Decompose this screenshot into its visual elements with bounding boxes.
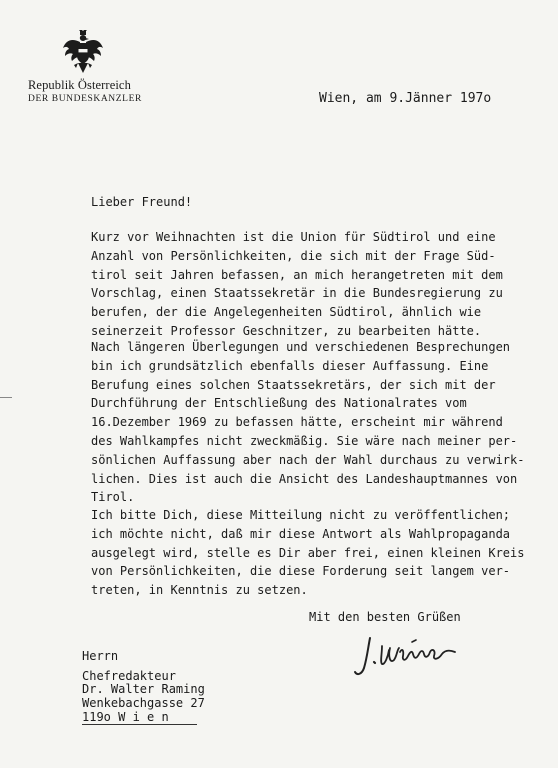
text-line: Berufung eines solchen Staatssekretärs, der sich mit der	[91, 377, 496, 392]
text-line: des Wahlkampfes nicht zweckmäßig. Sie wäre nach meiner per-	[91, 433, 518, 448]
text-line: 16.Dezember 1969 zu befassen hätte, erscheint mir während	[91, 415, 503, 430]
recipient-city: 119o W i e n	[82, 710, 169, 724]
text-line: tirol seit Jahren befassen, an mich herangetreten mit dem	[91, 267, 503, 282]
text-line: Durchführung der Entschließung des Nationalrates vom	[91, 396, 467, 411]
margin-fold-mark	[0, 397, 12, 398]
text-line: Ich bitte Dich, diese Mitteilung nicht zu veröffentlichen;	[91, 508, 511, 522]
letter-paragraph-1	[91, 228, 503, 341]
letter-paragraph-3	[91, 506, 525, 600]
address-underline	[82, 724, 197, 725]
text-line: Kurz vor Weihnachten ist die Union für Südtirol und eine	[91, 230, 496, 244]
letter-paragraph-2	[91, 338, 525, 507]
recipient-salutation: Herrn	[82, 649, 119, 663]
recipient-name: Dr. Walter Raming	[82, 682, 205, 696]
text-line: ausgelegt wird, stelle es Dir aber frei, einen kleinen Kreis	[91, 545, 525, 560]
text-line: berufen, der die Angelegenheiten Südtirol, ähnlich wie	[91, 305, 482, 320]
letterhead-subtitle: DER BUNDESKANZLER	[28, 94, 142, 104]
text-line: treten, in Kenntnis zu setzen.	[91, 583, 308, 598]
letterhead-title: Republik Österreich	[28, 78, 131, 92]
handwritten-signature	[352, 632, 464, 682]
text-line: lichen. Dies ist auch die Ansicht des Landeshauptmannes von	[91, 471, 518, 486]
letter-date: Wien, am 9.Jänner 197o	[319, 91, 492, 106]
text-line: Tirol.	[91, 490, 135, 505]
text-line: Nach längeren Überlegungen und verschiedenen Besprechungen	[91, 340, 511, 354]
recipient-street: Wenkebachgasse 27	[82, 696, 205, 710]
austrian-eagle-icon	[62, 30, 104, 74]
recipient-title: Chefredakteur	[82, 669, 176, 683]
text-line: sönlichen Auffassung aber nach der Wahl durchaus zu verwirk-	[91, 452, 525, 467]
text-line: Anzahl von Persönlichkeiten, die sich mit der Frage Süd-	[91, 248, 496, 263]
text-line: bin ich grundsätzlich ebenfalls dieser Auffassung. Eine	[91, 358, 489, 373]
text-line: ich möchte nicht, daß mir diese Antwort als Wahlpropaganda	[91, 526, 511, 541]
text-line: Vorschlag, einen Staatssekretär in die Bundesregierung zu	[91, 286, 503, 301]
letter-salutation: Lieber Freund!	[91, 195, 193, 209]
letter-closing: Mit den besten Grüßen	[309, 610, 461, 624]
text-line: von Persönlichkeiten, die diese Forderung seit langem ver-	[91, 564, 511, 579]
text-line: seinerzeit Professor Geschnitzer, zu bearbeiten hätte.	[91, 323, 482, 338]
